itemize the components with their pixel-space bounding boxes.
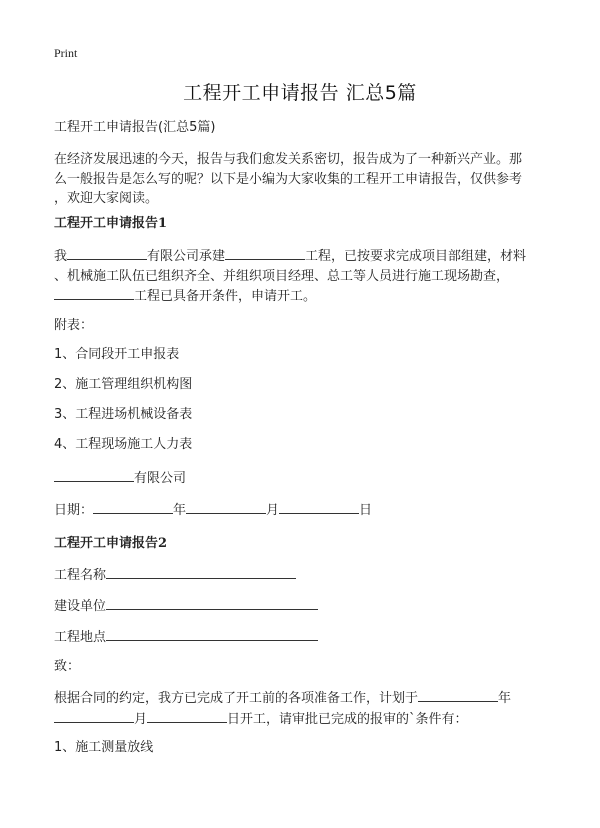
condition-item: 1、施工测量放线 [54, 740, 154, 755]
attachment-item: 2、施工管理组织机构图 [54, 377, 193, 392]
text: 有限公司承建 [147, 249, 226, 264]
intro-line: ，欢迎大家阅读。 [54, 191, 159, 206]
text: 有限公司 [134, 471, 187, 486]
project-name-field [54, 565, 296, 586]
project-location-input[interactable] [106, 627, 318, 641]
print-label: Print [54, 46, 78, 60]
date-label: 日期： [54, 503, 94, 518]
text: 工程，已按要求完成项目部组建，材料 [305, 249, 527, 264]
signature-company [54, 468, 186, 489]
project-location-field [54, 627, 318, 648]
document-title: 工程开工申请报告 汇总5篇 [183, 82, 417, 104]
blank-year-field[interactable] [93, 500, 173, 514]
blank-company-field[interactable] [67, 246, 147, 260]
report1-line1 [54, 246, 554, 267]
to-label: 致： [54, 659, 81, 674]
blank-project-field[interactable] [225, 246, 305, 260]
month-label: 月 [134, 711, 148, 727]
attachment-item: 3、工程进场机械设备表 [54, 407, 193, 422]
blank-day-field[interactable] [147, 709, 227, 723]
report1-paragraph [54, 246, 554, 307]
intro-paragraph [54, 150, 554, 209]
blank-company-field[interactable] [54, 468, 134, 482]
attachment-item: 4、工程现场施工人力表 [54, 437, 193, 452]
report2-heading: 工程开工申请报告2 [54, 536, 168, 551]
month-label: 月 [266, 503, 280, 518]
intro-line: 么一般报告是怎么写的呢？以下是小编为大家收集的工程开工申请报告，仅供参考 [54, 171, 523, 187]
report1-line3 [54, 286, 554, 307]
blank-project-field[interactable] [54, 286, 134, 300]
text: 工程已具备开条件，申请开工。 [134, 289, 317, 304]
intro-line: 在经济发展迅速的今天，报告与我们愈发关系密切，报告成为了一种新兴产业。那 [54, 152, 523, 167]
construction-unit-input[interactable] [106, 596, 318, 610]
field-label: 工程名称 [54, 568, 107, 583]
blank-month-field[interactable] [54, 709, 134, 723]
report2-line1 [54, 688, 554, 709]
year-label: 年 [498, 691, 512, 706]
blank-day-field[interactable] [279, 500, 359, 514]
day-label: 日 [359, 503, 373, 518]
field-label: 工程地点 [54, 630, 107, 645]
report1-line2: 、机械施工队伍已组织齐全、并组织项目经理、总工等人员进行施工现场勘查， [54, 268, 510, 284]
report2-paragraph [54, 688, 554, 729]
year-label: 年 [173, 503, 187, 518]
attachment-item: 1、合同段开工申报表 [54, 347, 180, 362]
field-label: 建设单位 [54, 599, 107, 614]
text: 日开工，请审批已完成的报审的`条件有： [227, 711, 468, 727]
text: 根据合同的约定，我方已完成了开工前的各项准备工作，计划于 [54, 691, 419, 706]
report1-heading: 工程开工申请报告1 [54, 216, 168, 231]
report2-line2 [54, 709, 554, 730]
blank-month-field[interactable] [186, 500, 266, 514]
document-subtitle: 工程开工申请报告(汇总5篇) [54, 120, 216, 135]
construction-unit-field [54, 596, 318, 617]
text: 我 [54, 249, 68, 264]
date-line [54, 500, 372, 521]
blank-year-field[interactable] [418, 688, 498, 702]
project-name-input[interactable] [106, 565, 296, 579]
attachments-label: 附表： [54, 318, 94, 333]
